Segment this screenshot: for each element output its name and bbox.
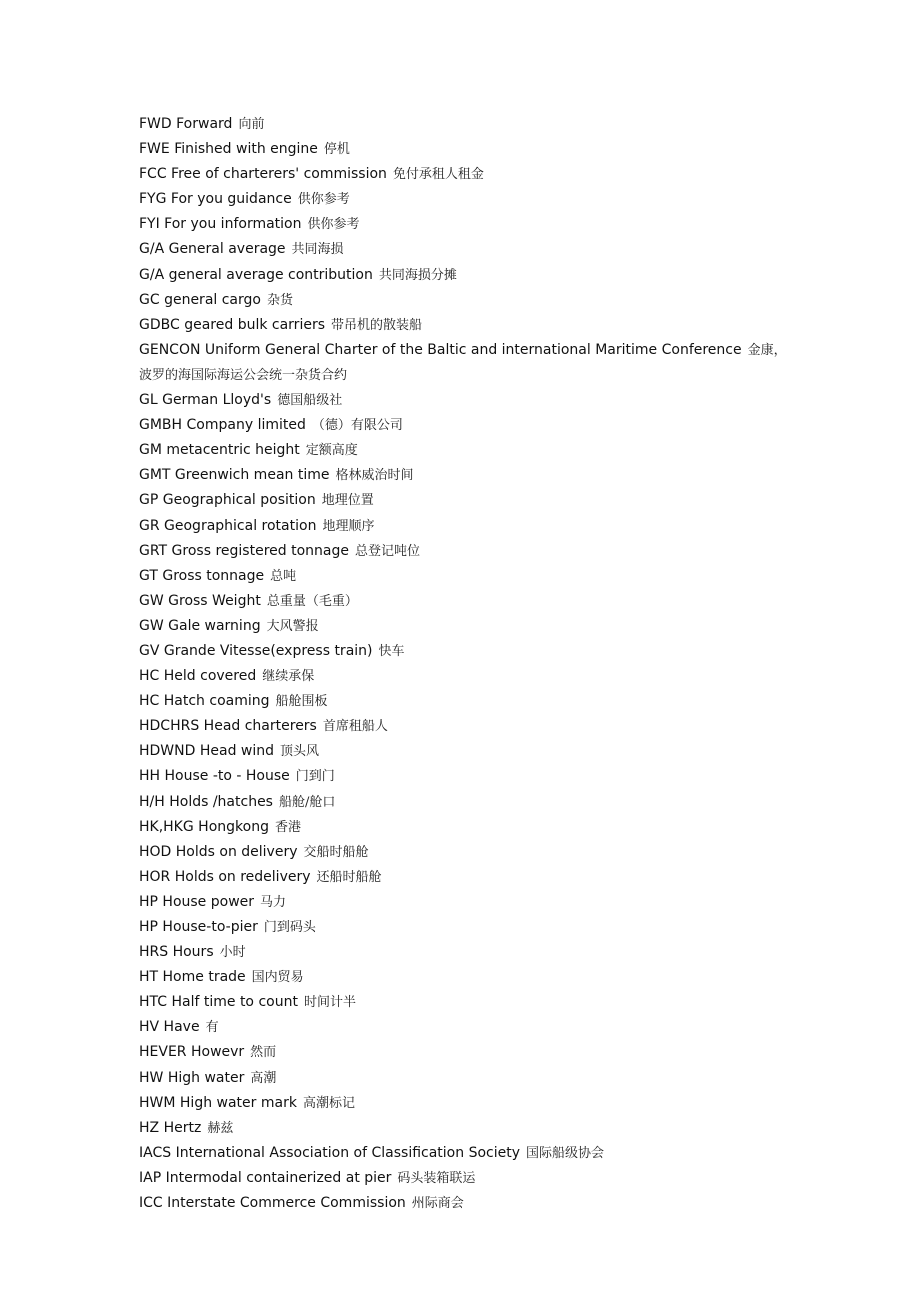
entry-term: IAP Intermodal containerized at pier <box>139 1169 392 1186</box>
list-item <box>139 514 799 539</box>
list-item <box>139 388 799 413</box>
entry-translation: 继续承保 <box>262 669 315 685</box>
entry-term: FWE Finished with engine <box>139 141 318 158</box>
entry-translation: 共同海损 <box>291 242 344 258</box>
entry-translation: 带吊机的散装船 <box>331 317 423 333</box>
list-item <box>139 990 799 1015</box>
entry-term: HDCHRS Head charterers <box>139 718 317 735</box>
entry-term: G/A general average contribution <box>139 266 373 283</box>
entry-translation: 然而 <box>250 1045 277 1061</box>
entry-translation: 快车 <box>378 643 405 659</box>
entry-term: HOD Holds on delivery <box>139 843 298 860</box>
entry-term: FCC Free of charterers' commission <box>139 166 387 183</box>
list-item <box>139 1040 799 1065</box>
entry-translation: 供你参考 <box>297 192 350 208</box>
entry-translation: 定额高度 <box>305 443 358 459</box>
entry-term: HC Hatch coaming <box>139 693 270 710</box>
entry-translation: 大风警报 <box>266 618 319 634</box>
entry-term: HTC Half time to count <box>139 994 298 1011</box>
entry-translation: 高潮标记 <box>302 1095 355 1111</box>
entry-term: GT Gross tonnage <box>139 567 265 584</box>
list-item <box>139 815 799 840</box>
entry-term: FYI For you information <box>139 216 302 233</box>
list-item <box>139 187 799 212</box>
entry-term: FYG For you guidance <box>139 191 292 208</box>
list-item <box>139 915 799 940</box>
list-item <box>139 313 799 338</box>
list-item <box>139 162 799 187</box>
entry-translation: 总吨 <box>270 568 297 584</box>
entry-translation: 停机 <box>323 142 350 158</box>
entry-term: G/A General average <box>139 241 286 258</box>
list-item <box>139 589 799 614</box>
entry-translation: 向前 <box>238 117 265 132</box>
entry-term: HOR Holds on redelivery <box>139 868 311 885</box>
list-item <box>139 639 799 664</box>
entry-translation: 总登记吨位 <box>354 543 420 559</box>
list-item <box>139 1141 799 1166</box>
entry-term: HK,HKG Hongkong <box>139 818 269 835</box>
list-item <box>139 288 799 313</box>
entry-translation: 门到码头 <box>263 920 316 935</box>
entry-term: GDBC geared bulk carriers <box>139 316 325 333</box>
entry-translation: 格林威治时间 <box>335 468 414 484</box>
list-item <box>139 764 799 789</box>
entry-translation: 金康，波罗的海国际海运公会统一杂货合约 <box>139 342 787 383</box>
entry-term: HT Home trade <box>139 969 246 986</box>
entry-translation: 共同海损分摊 <box>378 267 457 283</box>
entry-term: HW High water <box>139 1069 245 1086</box>
entry-translation: 地理顺序 <box>322 518 375 534</box>
list-item <box>139 790 799 815</box>
entry-term: HRS Hours <box>139 944 214 961</box>
entry-translation: 总重量（毛重） <box>266 593 358 609</box>
entry-translation: 马力 <box>260 894 287 910</box>
list-item <box>139 739 799 764</box>
list-item <box>139 1015 799 1040</box>
entry-term: GR Geographical rotation <box>139 517 317 534</box>
entry-term: GC general cargo <box>139 291 261 308</box>
list-item <box>139 890 799 915</box>
list-item <box>139 714 799 739</box>
entry-term: H/H Holds /hatches <box>139 793 273 810</box>
entry-term: GW Gale warning <box>139 617 261 634</box>
entry-term: GMT Greenwich mean time <box>139 467 330 484</box>
entry-term: GENCON Uniform General Charter of the Baltic and international Maritime Conference <box>139 341 742 358</box>
entry-translation: 高潮 <box>250 1070 277 1086</box>
list-item <box>139 614 799 639</box>
abbreviation-list <box>139 112 799 1216</box>
list-item <box>139 564 799 589</box>
entry-translation: 有 <box>205 1020 219 1036</box>
entry-translation: 国际船级协会 <box>526 1145 605 1161</box>
entry-translation: 小时 <box>219 945 246 961</box>
list-item <box>139 237 799 262</box>
entry-translation: 交船时船舱 <box>303 844 369 860</box>
entry-translation: 香港 <box>274 819 301 835</box>
entry-term: HH House -to - House <box>139 768 290 785</box>
entry-term: HP House-to-pier <box>139 919 258 935</box>
entry-translation: 赫兹 <box>207 1120 234 1136</box>
entry-translation: 供你参考 <box>307 217 360 233</box>
entry-term: GL German Lloyd's <box>139 392 272 409</box>
entry-term: ICC Interstate Commerce Commission <box>139 1195 406 1212</box>
list-item <box>139 212 799 237</box>
list-item <box>139 438 799 463</box>
entry-term: GRT Gross registered tonnage <box>139 542 349 559</box>
entry-translation: 国内贸易 <box>251 970 304 986</box>
list-item <box>139 112 799 137</box>
entry-translation: 还船时船舱 <box>316 869 382 885</box>
entry-term: HC Held covered <box>139 668 257 685</box>
entry-translation: 州际商会 <box>411 1196 464 1212</box>
entry-term: GMBH Company limited <box>139 417 306 434</box>
list-item <box>139 940 799 965</box>
entry-term: HDWND Head wind <box>139 743 275 760</box>
entry-term: GW Gross Weight <box>139 592 261 609</box>
list-item <box>139 1091 799 1116</box>
entry-term: GM metacentric height <box>139 442 300 459</box>
entry-term: FWD Forward <box>139 116 233 132</box>
entry-translation: 德国船级社 <box>277 393 343 409</box>
list-item <box>139 413 799 438</box>
entry-term: HZ Hertz <box>139 1119 202 1136</box>
entry-term: HP House power <box>139 893 255 910</box>
list-item <box>139 1116 799 1141</box>
entry-term: HWM High water mark <box>139 1094 297 1111</box>
list-item <box>139 865 799 890</box>
list-item <box>139 1066 799 1091</box>
list-item <box>139 664 799 689</box>
entry-term: HEVER Howevr <box>139 1044 245 1061</box>
list-item <box>139 463 799 488</box>
entry-term: HV Have <box>139 1019 200 1036</box>
entry-translation: 时间计半 <box>303 995 356 1011</box>
entry-translation: 门到门 <box>295 769 335 785</box>
entry-translation: 地理位置 <box>321 493 374 509</box>
entry-translation: 首席租船人 <box>322 719 388 735</box>
entry-translation: （德）有限公司 <box>311 418 403 434</box>
entry-translation: 免付承租人租金 <box>392 167 484 183</box>
entry-term: GV Grande Vitesse(express train) <box>139 642 373 659</box>
entry-term: IACS International Association of Classification Society <box>139 1144 520 1161</box>
list-item <box>139 689 799 714</box>
list-item <box>139 1166 799 1191</box>
list-item <box>139 263 799 288</box>
list-item <box>139 840 799 865</box>
entry-term: GP Geographical position <box>139 492 316 509</box>
entry-translation: 船舱/舱口 <box>278 794 336 810</box>
list-item <box>139 965 799 990</box>
list-item <box>139 488 799 513</box>
list-item <box>139 338 799 388</box>
entry-translation: 杂货 <box>266 292 293 308</box>
entry-translation: 码头装箱联运 <box>397 1170 476 1186</box>
list-item <box>139 137 799 162</box>
entry-translation: 船舱围板 <box>275 694 328 710</box>
list-item <box>139 1191 799 1216</box>
entry-translation: 顶头风 <box>280 744 320 760</box>
list-item <box>139 539 799 564</box>
